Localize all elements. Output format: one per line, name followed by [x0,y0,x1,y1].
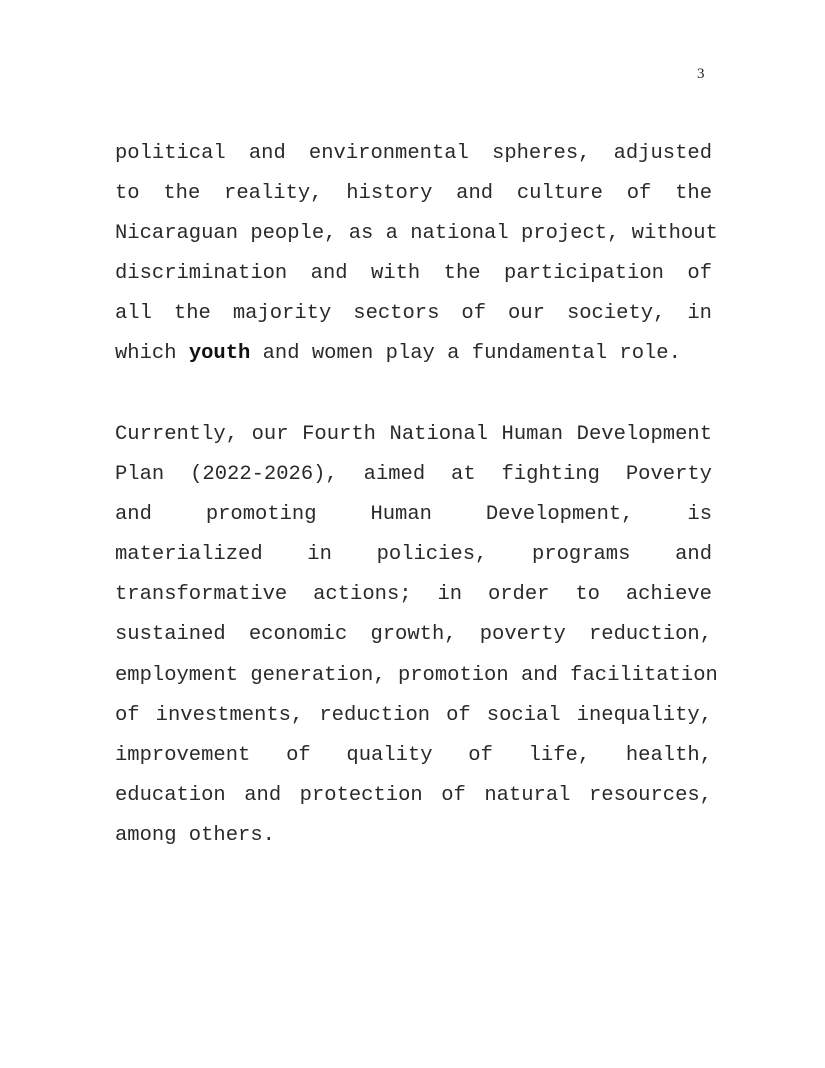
paragraph-line: political and environmental spheres, adjusted [115,142,712,165]
paragraph-line: improvement of quality of life, health, [115,743,712,767]
paragraph-line: transformative actions; in order to achieve [115,583,712,607]
paragraph-2 [115,415,718,856]
paragraph-line: all the majority sectors of our society, in [115,302,712,326]
paragraph-last-line [115,334,712,374]
paragraph-line: and promoting Human Development, is [115,503,712,527]
paragraph-line: discrimination and with the participation of [115,262,712,286]
paragraph-line: of investments, reduction of social inequality, [115,703,712,727]
bold-emphasis: youth [188,342,251,366]
paragraph-last-line: among others. [115,823,275,847]
paragraph-line: to the reality, history and culture of the [115,182,712,206]
text-run: and women play a fundamental role. [250,342,681,366]
paragraph-1 [115,134,718,375]
paragraph-line: sustained economic growth, poverty reduction, [115,623,712,647]
paragraph-line: education and protection of natural resources, [115,783,712,807]
paragraph-line: materialized in policies, programs and [115,543,712,567]
paragraph-line: Plan (2022-2026), aimed at fighting Poverty [115,463,712,487]
page-number: 3 [697,66,705,82]
text-run: which [115,342,189,366]
paragraph-line: employment generation, promotion and facilitation [115,663,718,687]
paragraph-line: Nicaraguan people, as a national project, without [115,222,718,246]
paragraph-line: Currently, our Fourth National Human Development [115,423,712,446]
